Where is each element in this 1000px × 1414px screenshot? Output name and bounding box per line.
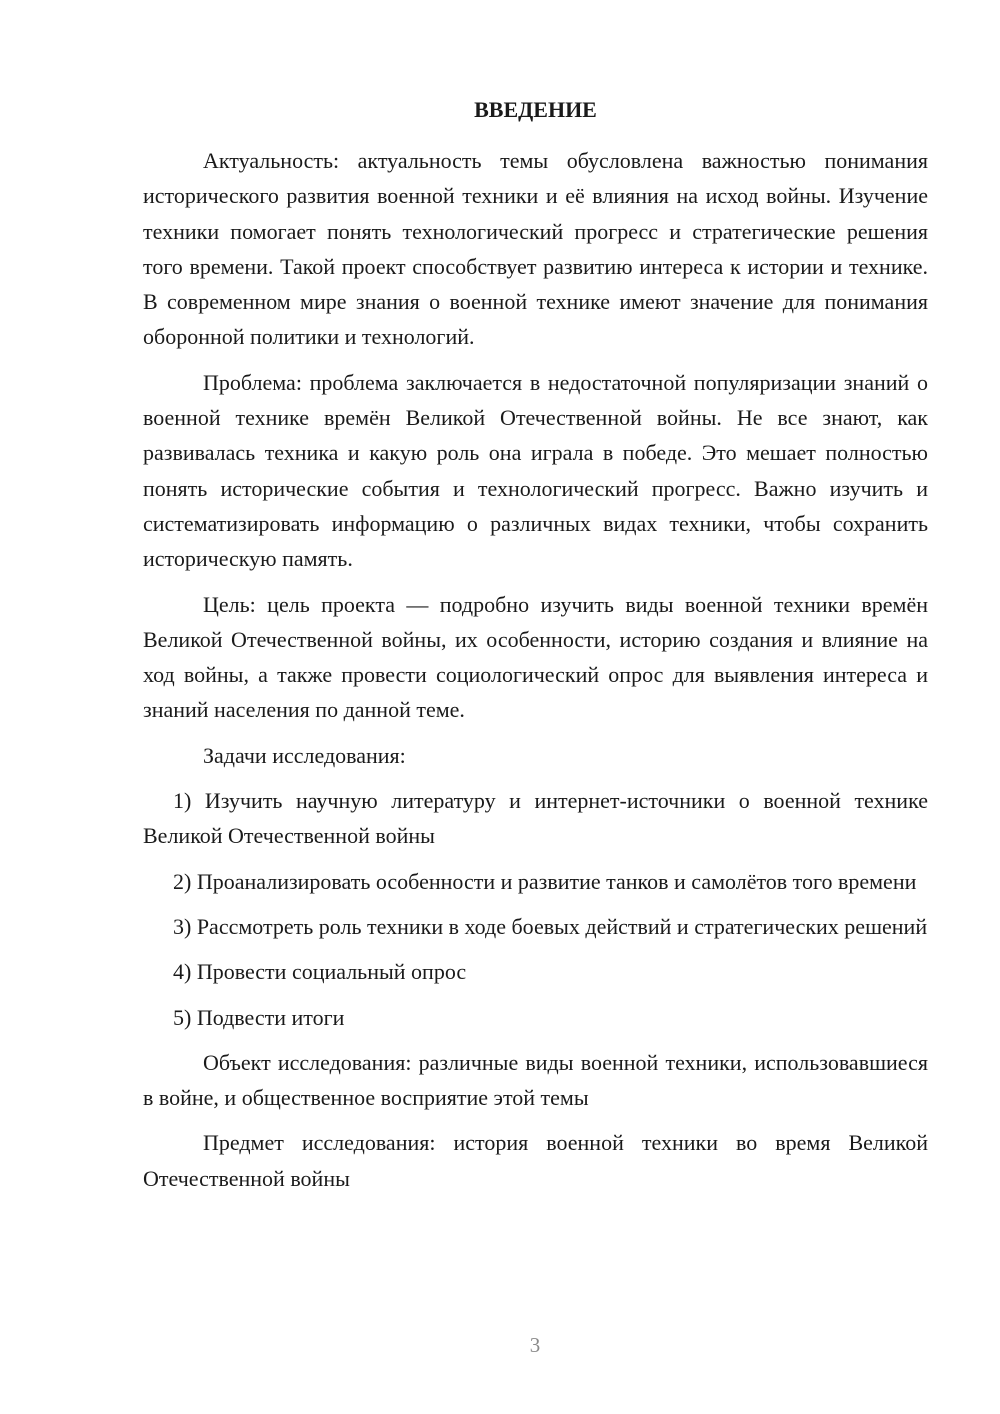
task-item: 2) Проанализировать особенности и развитие танков и самолётов того времени — [173, 868, 917, 894]
subject-paragraph: Предмет исследования: история военной техники во время Великой Отечественной войны — [143, 1130, 928, 1191]
task-item: 5) Подвести итоги — [173, 1004, 345, 1030]
section-heading: ВВЕДЕНИЕ — [474, 97, 597, 122]
task-item: 4) Провести социальный опрос — [173, 959, 467, 985]
task-item: 3) Рассмотреть роль техники в ходе боевых действий и стратегических решений — [173, 913, 928, 939]
relevance-paragraph: Актуальность: актуальность темы обусловлена важностью понимания исторического развития военной техники и её влияния на исход войны. Изучение техники помогает понять технологический прогресс и стратегические решения того времени. Такой проект способствует развитию интереса к истории и технике. В современном мире знания о военной технике имеют значение для понимания оборонной политики и технологий. — [143, 148, 928, 350]
object-paragraph: Объект исследования: различные виды военной техники, использовавшиеся в войне, и общественное восприятие этой темы — [143, 1049, 928, 1111]
document-page — [143, 94, 928, 1206]
tasks-title: Задачи исследования: — [203, 742, 406, 768]
task-item: 1) Изучить научную литературу и интернет-источники о военной технике Великой Отечественной войны — [143, 788, 928, 849]
tasks-list — [143, 783, 928, 1035]
problem-paragraph: Проблема: проблема заключается в недостаточной популяризации знаний о военной технике времён Великой Отечественной войны. Не все знают, как развивалась техника и какую роль она играла в победе. Это мешает полностью понять исторические события и технологический прогресс. Важно изучить и систематизировать информацию о различных видах техники, чтобы сохранить историческую память. — [143, 369, 928, 572]
page-number: 3 — [529, 1333, 541, 1357]
goal-paragraph: Цель: цель проекта — подробно изучить виды военной техники времён Великой Отечественной войны, их особенности, историю создания и влияние на ход войны, а также провести социологический опрос для выявления интереса и знаний населения по данной теме. — [143, 591, 928, 723]
